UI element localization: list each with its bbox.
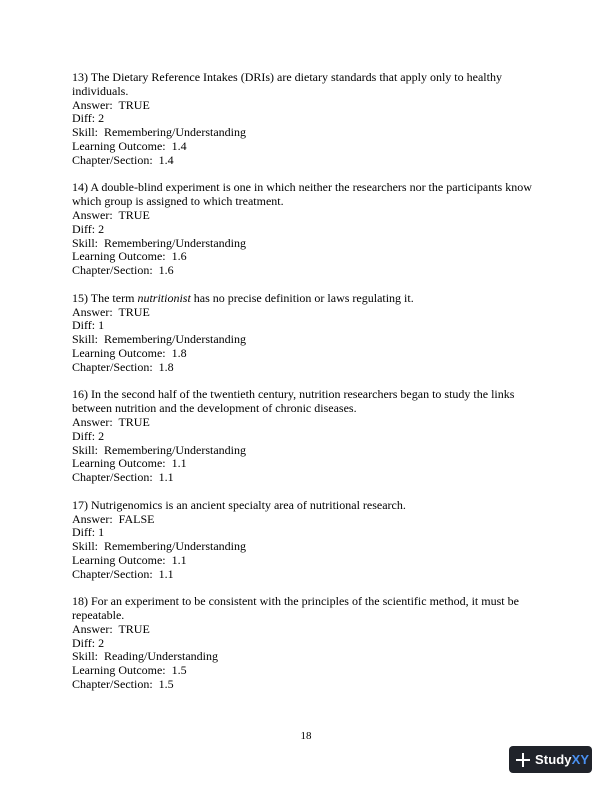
learning-outcome-value: 1.5 (171, 663, 187, 678)
learning-outcome-value: 1.4 (171, 138, 187, 153)
diff-label: Diff: (72, 635, 99, 650)
diff-label: Diff: (72, 525, 99, 540)
question-block (72, 181, 542, 278)
chapter-section-line (72, 264, 542, 278)
chapter-section-label: Chapter/Section: (72, 359, 159, 374)
chapter-section-label: Chapter/Section: (72, 566, 159, 581)
skill-value: Remembering/Understanding (104, 539, 246, 554)
question-list (72, 71, 542, 706)
question-text-rest: has no precise definition or laws regulating it. (190, 290, 414, 305)
answer-line (72, 513, 542, 527)
learning-outcome-line (72, 140, 542, 154)
answer-value: TRUE (118, 414, 150, 429)
chapter-section-line (72, 568, 542, 582)
question-block (72, 388, 542, 485)
question-block (72, 595, 542, 692)
question-text (72, 499, 542, 513)
learning-outcome-value: 1.1 (171, 552, 187, 567)
skill-line (72, 650, 542, 664)
question-text (72, 388, 542, 416)
question-block (72, 71, 542, 168)
answer-label: Answer: (72, 511, 119, 526)
learning-outcome-label: Learning Outcome: (72, 552, 172, 567)
answer-label: Answer: (72, 304, 119, 319)
diff-value: 2 (98, 221, 105, 236)
chapter-section-value: 1.6 (158, 263, 174, 278)
answer-label: Answer: (72, 414, 119, 429)
skill-value: Remembering/Understanding (104, 235, 246, 250)
chapter-section-value: 1.4 (158, 152, 174, 167)
skill-label: Skill: (72, 442, 105, 457)
skill-label: Skill: (72, 235, 105, 250)
answer-value: TRUE (118, 304, 150, 319)
skill-value: Remembering/Understanding (104, 442, 246, 457)
diff-value: 1 (98, 525, 105, 540)
question-text-main: 13) The Dietary Reference Intakes (DRIs) are dietary standards that apply only to healthy individuals. (72, 70, 502, 98)
diff-line (72, 526, 542, 540)
question-text (72, 595, 542, 623)
learning-outcome-line (72, 250, 542, 264)
chapter-section-line (72, 471, 542, 485)
diff-label: Diff: (72, 318, 99, 333)
question-text-main: 14) A double-blind experiment is one in which neither the researchers nor the participants know which group is assigned to which treatment. (72, 180, 532, 209)
skill-value: Remembering/Understanding (104, 332, 246, 347)
question-text-emphasis: nutritionist (137, 290, 191, 305)
skill-label: Skill: (72, 125, 105, 140)
diff-label: Diff: (72, 221, 99, 236)
skill-line (72, 540, 542, 554)
learning-outcome-label: Learning Outcome: (72, 138, 172, 153)
diff-label: Diff: (72, 428, 99, 443)
skill-line (72, 237, 542, 251)
question-text-main: 16) In the second half of the twentieth century, nutrition researchers began to study the links between nutrition and the development of chronic diseases. (72, 387, 515, 416)
answer-value: TRUE (118, 621, 150, 636)
badge-label-accent: XY (571, 752, 590, 767)
skill-label: Skill: (72, 649, 105, 664)
learning-outcome-line (72, 347, 542, 361)
question-text (72, 71, 542, 99)
diff-value: 2 (98, 428, 105, 443)
answer-label: Answer: (72, 621, 119, 636)
answer-line (72, 306, 542, 320)
chapter-section-line (72, 361, 542, 375)
diff-line (72, 223, 542, 237)
diff-line (72, 637, 542, 651)
learning-outcome-value: 1.1 (171, 456, 187, 471)
studyxy-badge[interactable] (509, 746, 592, 773)
diff-line (72, 430, 542, 444)
question-text-main: 18) For an experiment to be consistent with the principles of the scientific method, it must be repeatable. (72, 594, 519, 623)
answer-value: TRUE (118, 207, 150, 222)
skill-label: Skill: (72, 539, 105, 554)
learning-outcome-line (72, 554, 542, 568)
learning-outcome-label: Learning Outcome: (72, 345, 172, 360)
question-text (72, 181, 542, 209)
learning-outcome-label: Learning Outcome: (72, 249, 172, 264)
plus-icon (516, 753, 530, 767)
learning-outcome-label: Learning Outcome: (72, 456, 172, 471)
diff-value: 2 (98, 111, 105, 126)
question-block (72, 292, 542, 375)
skill-label: Skill: (72, 332, 105, 347)
badge-label (535, 752, 589, 767)
chapter-section-value: 1.5 (158, 677, 174, 692)
skill-line (72, 444, 542, 458)
learning-outcome-label: Learning Outcome: (72, 663, 172, 678)
learning-outcome-value: 1.8 (171, 345, 187, 360)
skill-line (72, 333, 542, 347)
answer-line (72, 209, 542, 223)
skill-value: Remembering/Understanding (104, 125, 246, 140)
answer-line (72, 416, 542, 430)
diff-line (72, 112, 542, 126)
chapter-section-line (72, 678, 542, 692)
answer-value: TRUE (118, 97, 150, 112)
chapter-section-label: Chapter/Section: (72, 263, 159, 278)
diff-value: 2 (98, 635, 105, 650)
chapter-section-label: Chapter/Section: (72, 152, 159, 167)
answer-line (72, 623, 542, 637)
chapter-section-value: 1.1 (158, 470, 174, 485)
answer-value: FALSE (118, 511, 155, 526)
chapter-section-line (72, 154, 542, 168)
question-text (72, 292, 542, 306)
answer-label: Answer: (72, 207, 119, 222)
chapter-section-value: 1.8 (158, 359, 174, 374)
learning-outcome-line (72, 457, 542, 471)
learning-outcome-line (72, 664, 542, 678)
question-block (72, 499, 542, 582)
question-text-main: 17) Nutrigenomics is an ancient specialty area of nutritional research. (72, 497, 406, 512)
skill-value: Reading/Understanding (104, 649, 218, 664)
chapter-section-label: Chapter/Section: (72, 470, 159, 485)
learning-outcome-value: 1.6 (171, 249, 187, 264)
answer-label: Answer: (72, 97, 119, 112)
diff-label: Diff: (72, 111, 99, 126)
chapter-section-label: Chapter/Section: (72, 677, 159, 692)
chapter-section-value: 1.1 (158, 566, 174, 581)
badge-label-main: Study (535, 752, 572, 767)
page-number: 18 (300, 730, 312, 742)
diff-line (72, 319, 542, 333)
question-text-main: 15) The term (72, 290, 138, 305)
answer-line (72, 99, 542, 113)
skill-line (72, 126, 542, 140)
diff-value: 1 (98, 318, 105, 333)
